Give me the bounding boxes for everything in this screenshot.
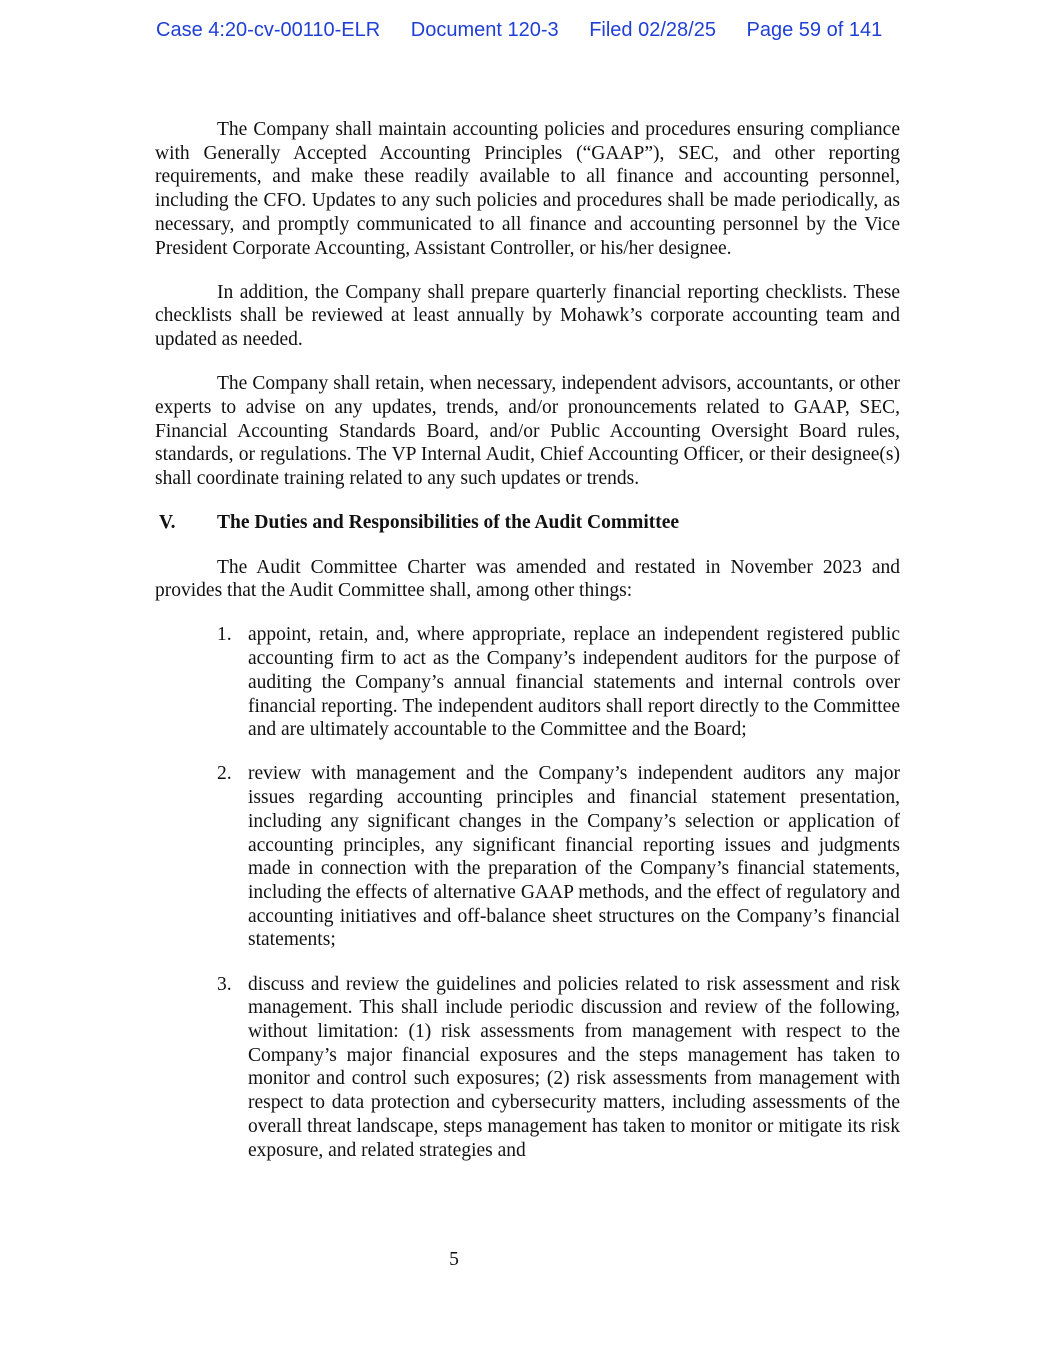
case-number: Case 4:20-cv-00110-ELR: [156, 19, 381, 41]
section-title: The Duties and Responsibilities of the Audit Committee: [217, 512, 680, 534]
page-number: 5: [449, 1249, 459, 1270]
document-body: [155, 118, 900, 1183]
section-intro: The Audit Committee Charter was amended and restated in November 2023 and provides that the Audit Committee shall, among other things:: [155, 556, 900, 602]
paragraph-reporting-checklists: In addition, the Company shall prepare quarterly financial reporting checklists. These checklists shall be reviewed at least annually by Mohawk’s corporate accounting team and updated as needed.: [155, 281, 900, 351]
section-number: V.: [159, 512, 176, 534]
list-item-number: 1.: [217, 624, 232, 646]
list-item: [217, 623, 900, 742]
list-item-text: review with management and the Company’s independent auditors any major issues regarding accounting principles and financial statement presentation, including any significant changes in the Company’s selection or application of accounting principles, any significant financial reporting issues and judgments made in connection with the preparation of the Company’s financial statements, including the effects of alternative GAAP methods, and the effect of regulatory and accounting initiatives and off-balance sheet structures on the Company’s financial statements;: [248, 763, 900, 951]
list-item: [217, 762, 900, 952]
paragraph-independent-advisors: The Company shall retain, when necessary, independent advisors, accountants, or other experts to advise on any updates, trends, and/or pronouncements related to GAAP, SEC, Financial Accounting Standards Board, and/or Public Accounting Oversight Board rules, standards, or regulations. The VP Internal Audit, Chief Accounting Officer, or their designee(s) shall coordinate training related to any such updates or trends.: [155, 373, 900, 490]
document-number: Document 120-3: [410, 19, 559, 41]
filed-date: Filed 02/28/25: [589, 19, 716, 41]
page-count: Page 59 of 141: [746, 19, 883, 41]
list-item-text: discuss and review the guidelines and policies related to risk assessment and risk management. This shall include periodic discussion and review of the following, without limitation: (1) risk assessments from management with respect to the Company’s major financial exposures and the steps management has taken to monitor and control such exposures; (2) risk assessments from management with respect to data protection and cybersecurity matters, including assessments of the overall threat landscape, steps management has taken to monitor or mitigate its risk exposure, and related strategies and: [248, 973, 900, 1161]
case-header: [156, 19, 882, 42]
list-item-text: appoint, retain, and, where appropriate, replace an independent registered public accounting firm to act as the Company’s independent auditors for the purpose of auditing the Company’s annual financial statements and internal controls over financial reporting. The independent auditors shall report directly to the Committee and are ultimately accountable to the Committee and the Board;: [248, 624, 900, 741]
list-item: [217, 973, 900, 1163]
section-heading: [155, 511, 900, 535]
paragraph-accounting-policies: The Company shall maintain accounting policies and procedures ensuring compliance with Generally Accepted Accounting Principles (“GAAP”), SEC, and other reporting requirements, and make these readily available to all finance and accounting personnel, including the CFO. Updates to any such policies and procedures shall be made periodically, as necessary, and promptly communicated to all finance and accounting personnel by the Vice President Corporate Accounting, Assistant Controller, or his/her designee.: [155, 119, 900, 259]
list-item-number: 3.: [217, 973, 232, 995]
list-item-number: 2.: [217, 763, 232, 785]
